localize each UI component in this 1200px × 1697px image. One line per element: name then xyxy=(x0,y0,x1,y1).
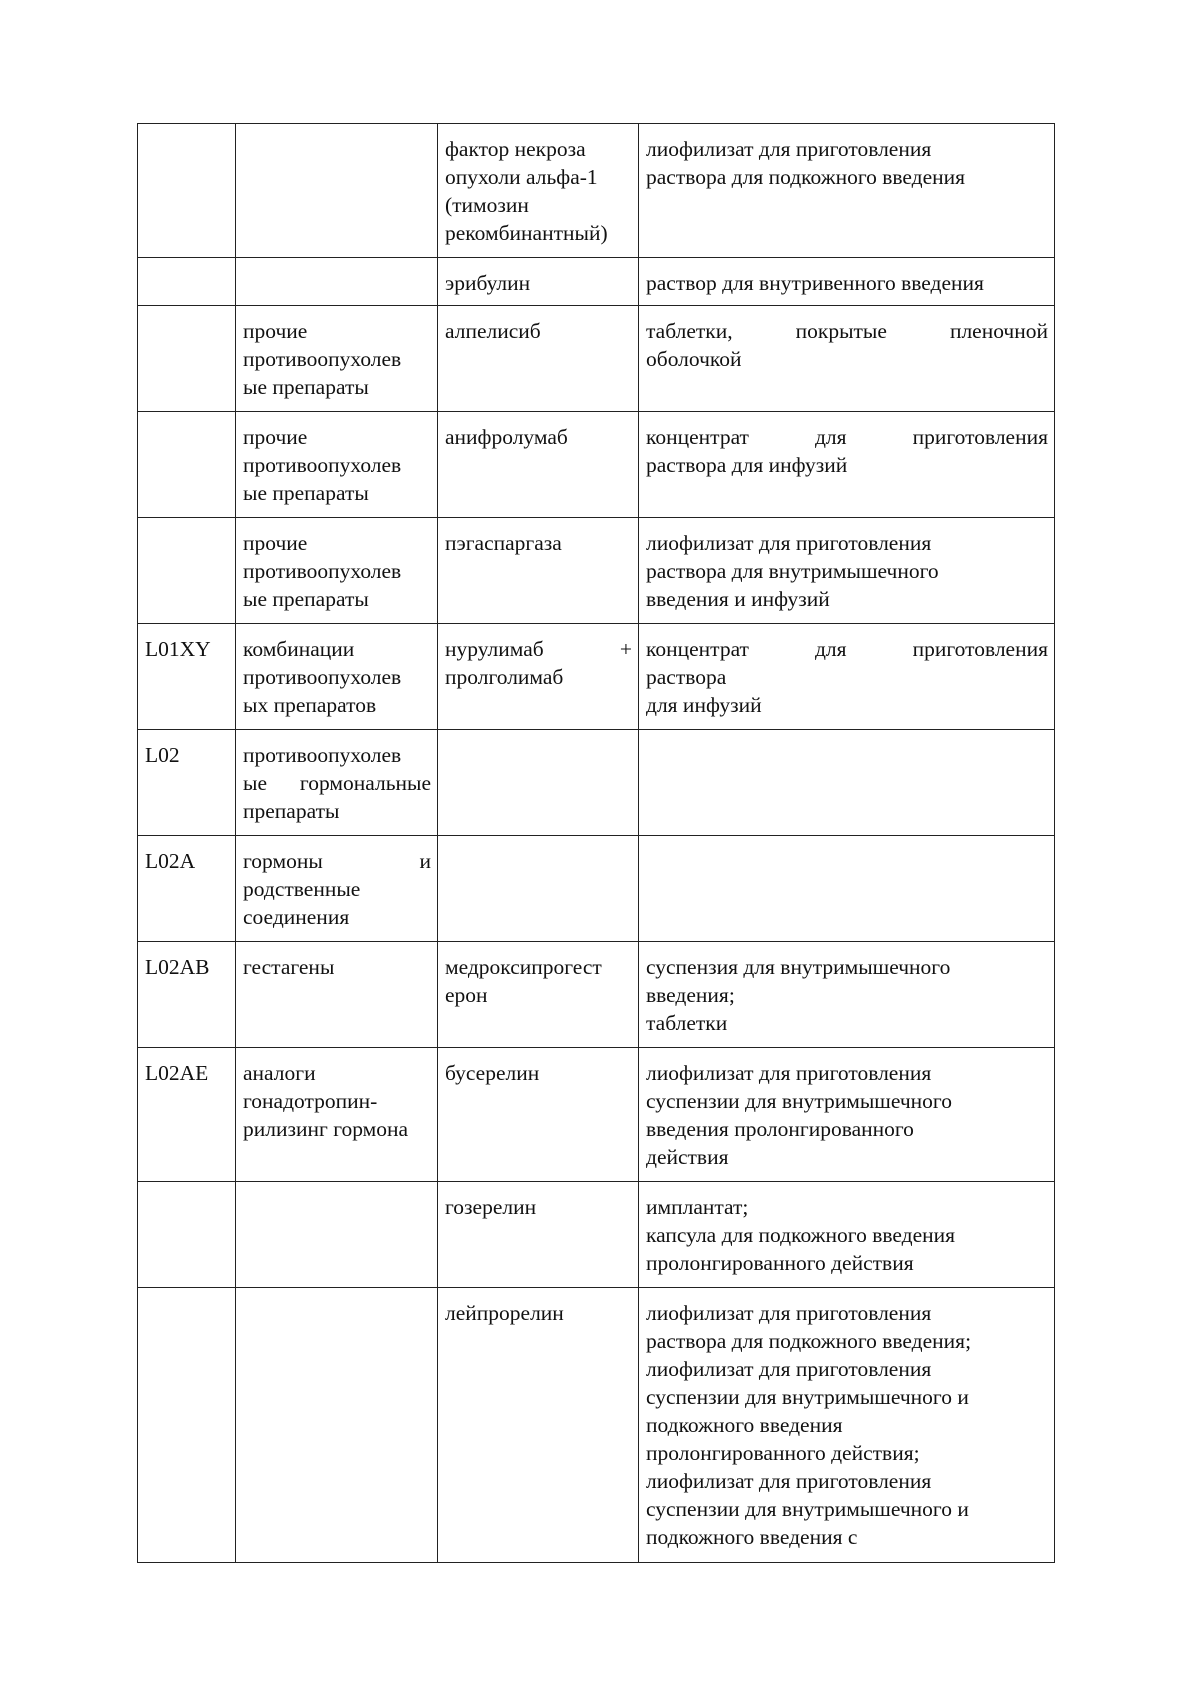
code-cell xyxy=(138,1048,236,1182)
table-row xyxy=(138,258,1055,306)
group-text-line: ые препараты xyxy=(243,587,369,611)
code-cell xyxy=(138,1182,236,1288)
group-text-line: прочие xyxy=(243,319,308,343)
code-cell xyxy=(138,730,236,836)
form-cell xyxy=(639,518,1055,624)
form-text-line: лиофилизат для приготовления xyxy=(646,1357,932,1381)
group-text-line: прочие xyxy=(243,425,308,449)
table-row xyxy=(138,124,1055,258)
group-text-line: гонадотропин- xyxy=(243,1089,378,1113)
group-text-line: противоопухолев xyxy=(243,559,402,583)
form-cell xyxy=(639,124,1055,258)
form-cell xyxy=(639,836,1055,942)
form-text-line: раствора xyxy=(646,665,727,689)
form-text-line: оболочкой xyxy=(646,347,742,371)
form-text-line: суспензии для внутримышечного xyxy=(646,1089,952,1113)
name-text-line: гозерелин xyxy=(445,1195,537,1219)
group-cell xyxy=(236,518,438,624)
form-cell xyxy=(639,942,1055,1048)
group-text-line: ые препараты xyxy=(243,481,369,505)
group-text-line: противоопухолев xyxy=(243,665,402,689)
code-text: L01XY xyxy=(145,637,211,661)
form-cell xyxy=(639,1182,1055,1288)
form-cell xyxy=(639,258,1055,306)
form-text-line: действия xyxy=(646,1145,729,1169)
name-text-line: рекомбинантный) xyxy=(445,221,608,245)
code-cell xyxy=(138,836,236,942)
table-row xyxy=(138,1048,1055,1182)
form-text-line: введения; xyxy=(646,983,735,1007)
name-text-line: бусерелин xyxy=(445,1061,540,1085)
form-cell xyxy=(639,412,1055,518)
form-text-line: концентрат для приготовления xyxy=(646,425,1048,449)
name-text-line: пэгаспаргаза xyxy=(445,531,562,555)
form-text-line: подкожного введения xyxy=(646,1413,843,1437)
table-row xyxy=(138,518,1055,624)
form-cell xyxy=(639,1048,1055,1182)
group-text-line: противоопухолев xyxy=(243,743,402,767)
group-text-line: комбинации xyxy=(243,637,355,661)
name-cell xyxy=(438,1048,639,1182)
code-cell xyxy=(138,942,236,1048)
table-row xyxy=(138,1288,1055,1563)
name-text-line: лейпрорелин xyxy=(445,1301,564,1325)
form-text-line: таблетки xyxy=(646,1011,728,1035)
name-cell xyxy=(438,258,639,306)
name-cell xyxy=(438,306,639,412)
code-cell xyxy=(138,1288,236,1563)
name-text-line: (тимозин xyxy=(445,193,529,217)
group-cell xyxy=(236,306,438,412)
group-text-line: гестагены xyxy=(243,955,335,979)
group-text-line: ые гормональные xyxy=(243,771,431,795)
drug-table xyxy=(137,123,1055,1563)
code-cell xyxy=(138,124,236,258)
form-cell xyxy=(639,624,1055,730)
group-cell xyxy=(236,1182,438,1288)
group-text-line: рилизинг гормона xyxy=(243,1117,409,1141)
name-text-line: алпелисиб xyxy=(445,319,541,343)
form-text-line: лиофилизат для приготовления xyxy=(646,1061,932,1085)
group-text-line: ых препаратов xyxy=(243,693,377,717)
name-text-line: нурулимаб + xyxy=(445,637,632,661)
form-text-line: капсула для подкожного введения xyxy=(646,1223,956,1247)
code-cell xyxy=(138,518,236,624)
group-text-line: гормоны и xyxy=(243,849,431,873)
form-text-line: таблетки, покрытые пленочной xyxy=(646,319,1048,343)
group-text-line: препараты xyxy=(243,799,340,823)
table-row xyxy=(138,942,1055,1048)
code-text: L02 xyxy=(145,743,180,767)
group-text-line: аналоги xyxy=(243,1061,316,1085)
group-text-line: противоопухолев xyxy=(243,347,402,371)
form-text-line: для инфузий xyxy=(646,693,762,717)
group-cell xyxy=(236,624,438,730)
name-text-line: анифролумаб xyxy=(445,425,568,449)
form-text-line: введения пролонгированного xyxy=(646,1117,914,1141)
form-text-line: раствор для внутривенного введения xyxy=(646,271,984,295)
code-text: L02A xyxy=(145,849,196,873)
name-cell xyxy=(438,730,639,836)
form-text-line: раствора для подкожного введения; xyxy=(646,1329,972,1353)
code-text: L02AE xyxy=(145,1061,209,1085)
table-row xyxy=(138,836,1055,942)
group-cell xyxy=(236,124,438,258)
group-cell xyxy=(236,836,438,942)
code-cell xyxy=(138,624,236,730)
form-text-line: суспензия для внутримышечного xyxy=(646,955,951,979)
form-cell xyxy=(639,306,1055,412)
group-text-line: прочие xyxy=(243,531,308,555)
form-cell xyxy=(639,1288,1055,1563)
form-text-line: раствора для внутримышечного xyxy=(646,559,939,583)
form-text-line: раствора для инфузий xyxy=(646,453,848,477)
form-cell xyxy=(639,730,1055,836)
name-text-line: опухоли альфа-1 xyxy=(445,165,598,189)
group-text-line: ые препараты xyxy=(243,375,369,399)
form-text-line: введения и инфузий xyxy=(646,587,830,611)
code-cell xyxy=(138,306,236,412)
table-row xyxy=(138,412,1055,518)
form-text-line: имплантат; xyxy=(646,1195,749,1219)
group-text-line: противоопухолев xyxy=(243,453,402,477)
group-cell xyxy=(236,730,438,836)
code-cell xyxy=(138,412,236,518)
group-cell xyxy=(236,412,438,518)
form-text-line: подкожного введения с xyxy=(646,1525,858,1549)
name-cell xyxy=(438,836,639,942)
name-text-line: эрибулин xyxy=(445,271,531,295)
group-cell xyxy=(236,1048,438,1182)
name-cell xyxy=(438,942,639,1048)
name-cell xyxy=(438,624,639,730)
name-text-line: ерон xyxy=(445,983,488,1007)
table-row xyxy=(138,730,1055,836)
table-row xyxy=(138,1182,1055,1288)
form-text-line: лиофилизат для приготовления xyxy=(646,137,932,161)
name-cell xyxy=(438,1288,639,1563)
name-text-line: пролголимаб xyxy=(445,665,564,689)
form-text-line: раствора для подкожного введения xyxy=(646,165,966,189)
name-text-line: фактор некроза xyxy=(445,137,586,161)
form-text-line: лиофилизат для приготовления xyxy=(646,1469,932,1493)
form-text-line: суспензии для внутримышечного и xyxy=(646,1497,969,1521)
group-text-line: соединения xyxy=(243,905,350,929)
form-text-line: пролонгированного действия xyxy=(646,1251,914,1275)
name-text-line: медроксипрогест xyxy=(445,955,602,979)
group-cell xyxy=(236,942,438,1048)
form-text-line: лиофилизат для приготовления xyxy=(646,531,932,555)
group-text-line: родственные xyxy=(243,877,361,901)
name-cell xyxy=(438,1182,639,1288)
table-row xyxy=(138,306,1055,412)
form-text-line: пролонгированного действия; xyxy=(646,1441,920,1465)
group-cell xyxy=(236,258,438,306)
drug-table-body xyxy=(138,124,1055,1563)
group-cell xyxy=(236,1288,438,1563)
table-row xyxy=(138,624,1055,730)
name-cell xyxy=(438,412,639,518)
code-text: L02AB xyxy=(145,955,210,979)
name-cell xyxy=(438,518,639,624)
code-cell xyxy=(138,258,236,306)
form-text-line: суспензии для внутримышечного и xyxy=(646,1385,969,1409)
form-text-line: лиофилизат для приготовления xyxy=(646,1301,932,1325)
form-text-line: концентрат для приготовления xyxy=(646,637,1048,661)
name-cell xyxy=(438,124,639,258)
